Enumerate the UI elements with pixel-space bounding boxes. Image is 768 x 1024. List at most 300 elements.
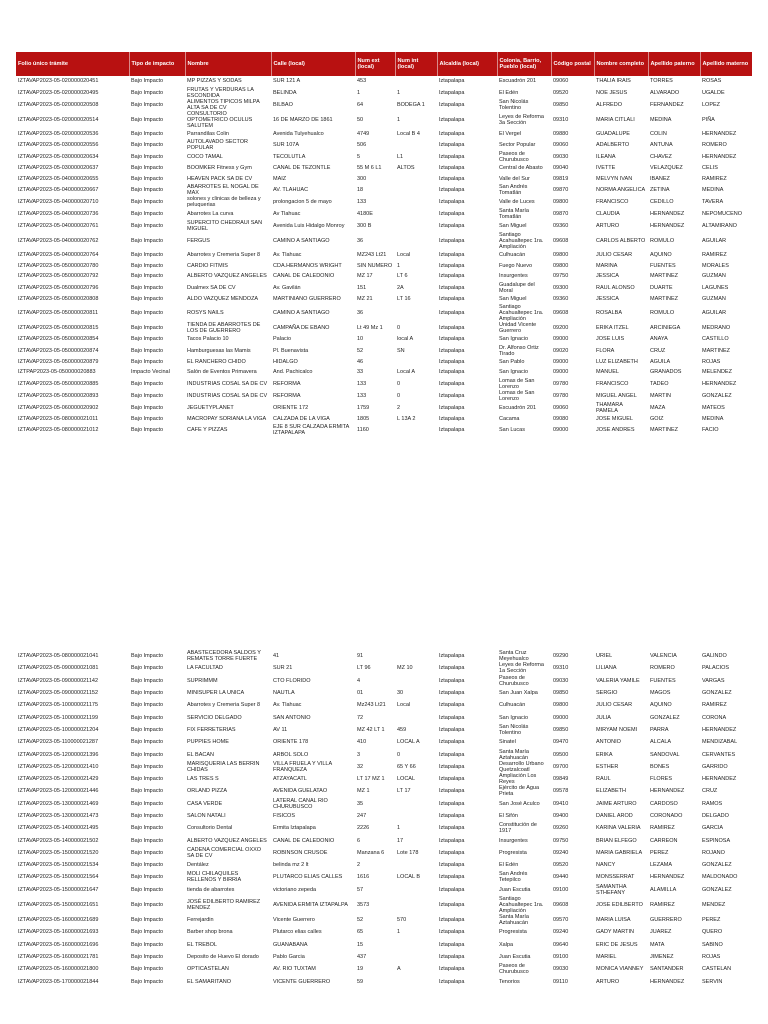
- cell-ap-paterno: ANTUNA: [650, 142, 673, 148]
- cell-tipo: Bajo Impacto: [131, 142, 164, 148]
- table-row: [16, 129, 752, 140]
- cell-ap-materno: GONZALEZ: [702, 862, 732, 869]
- cell-colonia: San Pablo: [499, 358, 525, 365]
- cell-tipo: Bajo Impacto: [131, 978, 164, 985]
- table-row: [16, 345, 752, 357]
- cell-ap-materno: RAMOS: [702, 800, 723, 807]
- cell-cp: 09700: [553, 763, 569, 770]
- cell-nombre: Abarrotes y Cremeria Super 8: [187, 702, 261, 709]
- cell-folio: IZTAVAP2023-05-120000021446: [18, 788, 99, 795]
- table-row: [16, 785, 752, 797]
- cell-cp: 09300: [553, 284, 569, 291]
- cell-cp: 09360: [553, 223, 569, 229]
- cell-tipo: Bajo Impacto: [131, 874, 164, 881]
- cell-ap-paterno: AQUINO: [650, 702, 672, 709]
- header-alcaldia: Alcaldía (local): [437, 52, 497, 76]
- cell-nombre-completo: ERIKA: [596, 751, 613, 758]
- cell-ap-materno: TAVERA: [702, 199, 724, 205]
- cell-colonia: El Vergel: [499, 130, 522, 137]
- table-row: [16, 914, 752, 926]
- cell-colonia: Constitución de 1917: [499, 822, 537, 835]
- cell-nombre: tienda de abarrotes: [187, 886, 235, 893]
- cell-cp: 09850: [553, 101, 569, 108]
- cell-tipo: Impacto Vecinal: [131, 369, 170, 376]
- cell-num-int: [395, 650, 437, 662]
- cell-ap-paterno: ROMULO: [650, 310, 675, 316]
- cell-nombre: INDUSTRIAS COSAL SA DE CV: [187, 380, 268, 387]
- cell-tipo: Bajo Impacto: [131, 295, 164, 302]
- cell-folio: IZTAVAP2023-05-090000021142: [18, 677, 99, 684]
- cell-ap-materno: ROJAS: [702, 953, 721, 960]
- cell-calle: CDA.HERMANOS WRIGHT: [273, 262, 342, 269]
- table-row: [16, 163, 752, 174]
- cell-nombre: ALBERTO VAZQUEZ ANGELES: [187, 273, 267, 280]
- cell-alcaldia: Iztapalapa: [439, 714, 465, 721]
- cell-nombre-completo: MARIA LUISA: [596, 917, 631, 924]
- cell-alcaldia: Iztapalapa: [439, 336, 465, 343]
- cell-ap-paterno: MARTIN: [650, 392, 671, 399]
- cell-cp: 09410: [553, 800, 569, 807]
- cell-cp: 09800: [553, 262, 569, 269]
- cell-tipo: Bajo Impacto: [131, 78, 164, 85]
- table-row: [16, 76, 752, 87]
- cell-nombre: FRUTAS Y VERDURAS LA ESCONDIDA: [187, 86, 254, 99]
- cell-ap-paterno: BONES: [650, 763, 670, 770]
- cell-colonia: San Ignacio: [499, 369, 529, 376]
- cell-nombre-completo: ADALBERTO: [596, 142, 630, 148]
- cell-nombre: SUPRIMMM: [187, 677, 218, 684]
- cell-ap-materno: MELENDEZ: [702, 369, 732, 376]
- cell-nombre-completo: MARIEL: [596, 953, 617, 960]
- cell-tipo: Bajo Impacto: [131, 284, 164, 291]
- cell-num-ext: MZ243 Lt21: [357, 252, 387, 259]
- cell-alcaldia: Iztapalapa: [439, 665, 465, 672]
- cell-cp: 09750: [553, 273, 569, 280]
- cell-ap-paterno: IBANEZ: [650, 175, 670, 182]
- cell-cp: 09040: [553, 165, 569, 172]
- cell-calle: AV 11: [273, 726, 288, 733]
- cell-nombre-completo: THALIA IRAIS: [596, 78, 631, 85]
- cell-ap-materno: CORONA: [702, 714, 727, 721]
- cell-calle: CALZADA DE LA VIGA: [273, 415, 330, 422]
- cell-nombre-completo: ERIC DE JESUS: [596, 941, 638, 948]
- cell-alcaldia: Iztapalapa: [439, 825, 465, 832]
- cell-num-int: [395, 810, 437, 822]
- cell-colonia: Cacama: [499, 415, 520, 422]
- cell-nombre-completo: JAIME ARTURO: [596, 800, 637, 807]
- cell-tipo: Bajo Impacto: [131, 325, 164, 331]
- cell-num-int: Local: [397, 252, 411, 259]
- cell-ap-paterno: MATA: [650, 941, 665, 948]
- cell-cp: 09030: [553, 154, 569, 160]
- cell-num-int: LT 6: [397, 273, 408, 280]
- cell-nombre-completo: ARTURO: [596, 223, 620, 229]
- cell-num-ext: 46: [357, 358, 364, 365]
- cell-ap-materno: LAGUNES: [702, 284, 729, 291]
- cell-cp: 09780: [553, 380, 569, 387]
- cell-num-int: 2: [397, 404, 401, 411]
- cell-ap-materno: HERNANDEZ: [702, 726, 737, 733]
- cell-ap-materno: DELGADO: [702, 813, 729, 819]
- cell-num-int: LOCAL: [397, 776, 416, 783]
- cell-nombre: MARISQUERIA LAS BERRIN CHIDAS: [187, 760, 260, 773]
- table-row: [16, 367, 752, 378]
- cell-num-ext: 91: [357, 653, 364, 660]
- cell-alcaldia: Iztapalapa: [439, 78, 465, 85]
- cell-nombre: INDUSTRIAS COSAL SA DE CV: [187, 392, 268, 399]
- cell-alcaldia: Iztapalapa: [439, 690, 465, 697]
- cell-calle: BILBAO: [273, 101, 293, 108]
- cell-num-int: [395, 896, 437, 914]
- cell-alcaldia: Iztapalapa: [439, 273, 465, 280]
- cell-ap-materno: ROSAS: [702, 78, 722, 85]
- cell-tipo: Bajo Impacto: [131, 404, 164, 411]
- cell-ap-materno: AGUILAR: [702, 310, 727, 316]
- cell-ap-materno: ROJAS: [702, 358, 721, 365]
- cell-nombre-completo: JOSE LUIS: [596, 336, 625, 343]
- cell-calle: Plutarco elias calles: [273, 929, 322, 936]
- cell-nombre: Abarrotes y Cremeria Super 8: [187, 252, 261, 259]
- cell-nombre-completo: ELIZABETH: [596, 788, 626, 795]
- cell-ap-paterno: CHAVEZ: [650, 154, 672, 160]
- cell-alcaldia: Iztapalapa: [439, 89, 465, 96]
- cell-calle: SAN ANTONIO: [273, 714, 311, 721]
- cell-alcaldia: Iztapalapa: [439, 702, 465, 709]
- cell-nombre-completo: JULIO CESAR: [596, 252, 633, 259]
- cell-ap-paterno: MARTINEZ: [650, 273, 679, 280]
- cell-folio: IZTAVAP2023-05-020000020536: [18, 130, 99, 137]
- cell-ap-materno: GUZMAN: [702, 295, 726, 302]
- cell-colonia: Paseos de Churubusco: [499, 151, 529, 163]
- cell-ap-materno: ROJANO: [702, 849, 725, 856]
- cell-cp: 09000: [553, 714, 569, 721]
- cell-num-int: Local A: [397, 369, 416, 376]
- table-row: [16, 304, 752, 322]
- cell-alcaldia: Iztapalapa: [439, 325, 465, 331]
- table-row: [16, 662, 752, 674]
- cell-nombre: Ferrejardin: [187, 917, 214, 924]
- cell-ap-materno: ROMERO: [702, 142, 727, 148]
- cell-colonia: Xalpa: [499, 941, 514, 948]
- cell-num-int: BODEGA 1: [397, 101, 425, 108]
- cell-cp: 09260: [553, 825, 569, 832]
- table-row: [16, 99, 752, 111]
- cell-nombre: MINISUPER LA UNICA: [187, 690, 245, 697]
- cell-ap-materno: MENDIZABAL: [702, 739, 738, 746]
- cell-colonia: Juan Escutia: [499, 953, 531, 960]
- cell-nombre: Barber shop brona: [187, 929, 233, 936]
- cell-cp: 09060: [553, 404, 569, 411]
- cell-folio: IZTAVAP2023-05-050000020780: [18, 262, 99, 269]
- cell-num-int: [395, 975, 437, 987]
- cell-nombre-completo: MARINA: [596, 262, 618, 269]
- cell-tipo: Bajo Impacto: [131, 739, 164, 746]
- cell-num-ext: 1: [357, 89, 361, 96]
- cell-cp: 09400: [553, 813, 569, 819]
- cell-num-ext: 52: [357, 347, 364, 354]
- cell-colonia: San Ignacio: [499, 714, 529, 721]
- cell-calle: PLUTARCO ELIAS CALLES: [273, 874, 343, 881]
- cell-nombre: Parrandilas Colin: [187, 130, 229, 137]
- cell-colonia: Valle de Luces: [499, 199, 535, 205]
- cell-folio: IZTAVAP2023-05-170000021844: [18, 978, 99, 985]
- cell-nombre: ALIMENTOS TIPICOS MILPA ALTA SA DE CV: [187, 98, 260, 111]
- cell-nombre-completo: ANTONIO: [596, 739, 621, 746]
- cell-folio: IZTAVAP2023-05-110000021287: [18, 739, 99, 746]
- cell-folio: IZTAVAP2023-05-130000021473: [18, 813, 99, 819]
- cell-tipo: Bajo Impacto: [131, 917, 164, 924]
- cell-alcaldia: Iztapalapa: [439, 966, 465, 973]
- table-row: [16, 773, 752, 785]
- cell-cp: 09000: [553, 358, 569, 365]
- cell-folio: IZTAVAP2023-05-050000020879: [18, 358, 99, 365]
- cell-folio: IZTAVAP2023-05-020000020451: [18, 78, 99, 85]
- cell-num-int: 30: [397, 690, 404, 697]
- cell-ap-paterno: ARCINIEGA: [650, 325, 681, 331]
- cell-ap-materno: MENDEZ: [702, 901, 726, 908]
- cell-folio: IZTAVAP2023-05-040000020655: [18, 175, 99, 182]
- cell-folio: IZTAVAP2023-05-150000021564: [18, 874, 99, 881]
- cell-num-int: local A: [397, 336, 414, 343]
- cell-tipo: Bajo Impacto: [131, 966, 164, 973]
- cell-tipo: Bajo Impacto: [131, 415, 164, 422]
- cell-calle: ATZAYACATL: [273, 776, 307, 783]
- cell-calle: VILLA FRUELA Y VILLA FRANQUEZA: [273, 760, 332, 773]
- cell-tipo: Bajo Impacto: [131, 849, 164, 856]
- cell-nombre: ORLAND PIZZA: [187, 788, 228, 795]
- cell-tipo: Bajo Impacto: [131, 677, 164, 684]
- cell-ap-paterno: VALENCIA: [650, 653, 677, 660]
- cell-calle: LATERAL CANAL RIO CHURUBUSCO: [273, 797, 328, 810]
- cell-num-ext: Lt 49 Mz 1: [357, 325, 383, 331]
- cell-colonia: Lomas de San Lorenzo: [499, 377, 535, 390]
- cell-cp: 09290: [553, 653, 569, 660]
- cell-num-int: MZ 10: [397, 665, 413, 672]
- cell-nombre-completo: RAUL ALONSO: [596, 284, 635, 291]
- cell-nombre-completo: FRANCISCO: [596, 199, 629, 205]
- cell-calle: ROBINSON CRUSOE: [273, 849, 328, 856]
- cell-num-ext: 300 B: [357, 223, 372, 229]
- table-row: [16, 261, 752, 272]
- cell-folio: IZTAVAP2023-05-050000020815: [18, 325, 99, 331]
- cell-calle: victoriano zepeda: [273, 886, 317, 893]
- cell-folio: IZTAVAP2023-05-040000020762: [18, 238, 99, 244]
- cell-calle: NAUTLA: [273, 690, 295, 697]
- cell-ap-materno: GONZALEZ: [702, 690, 732, 697]
- cell-ap-paterno: FUENTES: [650, 262, 676, 269]
- cell-num-ext: 133: [357, 392, 367, 399]
- cell-tipo: Bajo Impacto: [131, 800, 164, 807]
- cell-colonia: Santa María Tomatlán: [499, 208, 529, 220]
- cell-tipo: Bajo Impacto: [131, 825, 164, 832]
- cell-tipo: Bajo Impacto: [131, 89, 164, 96]
- cell-alcaldia: Iztapalapa: [439, 901, 465, 908]
- table-row: [16, 282, 752, 294]
- data-table-top: [16, 76, 752, 436]
- header-tipo: Tipo de impacto: [129, 52, 185, 76]
- cell-calle: SUR 21: [273, 665, 293, 672]
- cell-num-int: [395, 711, 437, 723]
- cell-num-ext: 52: [357, 917, 364, 924]
- cell-ap-paterno: RAMIREZ: [650, 825, 675, 832]
- cell-alcaldia: Iztapalapa: [439, 862, 465, 869]
- cell-alcaldia: Iztapalapa: [439, 154, 465, 160]
- cell-ap-materno: GARRIDO: [702, 763, 728, 770]
- cell-calle: Av. Gavilán: [273, 284, 301, 291]
- cell-alcaldia: Iztapalapa: [439, 380, 465, 387]
- cell-alcaldia: Iztapalapa: [439, 284, 465, 291]
- cell-ap-paterno: AQUINO: [650, 252, 672, 259]
- cell-ap-materno: PALACIOS: [702, 665, 730, 672]
- cell-nombre: EL TREBOL: [187, 941, 217, 948]
- cell-num-int: [395, 424, 437, 436]
- cell-tipo: Bajo Impacto: [131, 262, 164, 269]
- cell-ap-paterno: JIMENEZ: [650, 953, 674, 960]
- cell-cp: 09030: [553, 966, 569, 973]
- cell-nombre-completo: JESSICA: [596, 273, 619, 280]
- cell-colonia: Leyes de Reforma 1a Sección: [499, 662, 544, 675]
- cell-nombre: solones y clinicas de belleza y peluquerias: [187, 196, 261, 208]
- cell-cp: 09570: [553, 917, 569, 924]
- table-row: [16, 87, 752, 99]
- cell-alcaldia: Iztapalapa: [439, 653, 465, 660]
- cell-alcaldia: Iztapalapa: [439, 142, 465, 148]
- cell-cp: 09360: [553, 295, 569, 302]
- cell-nombre-completo: BRIAN ELFEGO: [596, 837, 637, 844]
- cell-num-int: 459: [397, 726, 407, 733]
- cell-calle: EJE 8 SUR CALZADA ERMITA IZTAPALAPA: [273, 424, 350, 436]
- cell-num-ext: 437: [357, 953, 367, 960]
- cell-ap-paterno: CEDILLO: [650, 199, 674, 205]
- cell-ap-paterno: FLORES: [650, 776, 673, 783]
- table-row: [16, 847, 752, 859]
- cell-nombre-completo: CARLOS ALBERTO: [596, 238, 646, 244]
- cell-num-ext: Mz243 Lt21: [357, 702, 386, 709]
- cell-nombre-completo: ERIKA ITZEL: [596, 325, 629, 331]
- cell-num-int: [395, 220, 437, 232]
- cell-tipo: Bajo Impacto: [131, 702, 164, 709]
- cell-nombre-completo: MONICA VIANNEY: [596, 966, 644, 973]
- table-row: [16, 834, 752, 846]
- cell-num-int: [395, 208, 437, 220]
- data-table-bottom: [16, 650, 752, 988]
- cell-alcaldia: Iztapalapa: [439, 223, 465, 229]
- cell-colonia: Leyes de Reforma 3a Sección: [499, 113, 544, 126]
- cell-ap-paterno: ALCALA: [650, 739, 672, 746]
- cell-nombre: CONSULTORIO OPTOMETRICO OCULUS SALUTEM: [187, 110, 253, 129]
- cell-folio: IZTAVAP2023-05-050000020874: [18, 347, 99, 354]
- table-row: [16, 402, 752, 414]
- cell-nombre: LA FACULTAD: [187, 665, 223, 672]
- cell-calle: SUR 121 A: [273, 78, 301, 85]
- table-row: [16, 711, 752, 723]
- cell-ap-paterno: MAGOS: [650, 690, 671, 697]
- cell-num-int: 2A: [397, 284, 404, 291]
- cell-nombre-completo: FLORA: [596, 347, 615, 354]
- cell-alcaldia: Iztapalapa: [439, 404, 465, 411]
- cell-folio: IZTAVAP2023-05-040000020710: [18, 199, 99, 205]
- cell-nombre-completo: KARINA VALERIA: [596, 825, 641, 832]
- cell-ap-paterno: CRUZ: [650, 347, 666, 354]
- cell-cp: 09240: [553, 929, 569, 936]
- cell-num-ext: 3573: [357, 901, 370, 908]
- cell-nombre-completo: MELVYN IVAN: [596, 175, 633, 182]
- cell-nombre-completo: JOSE MIGUEL: [596, 415, 633, 422]
- cell-folio: IZTAVAP2023-05-140000021495: [18, 825, 99, 832]
- cell-nombre-completo: MANUEL: [596, 369, 619, 376]
- cell-num-ext: LT 17 MZ 1: [357, 776, 385, 783]
- cell-colonia: Paseos de Churubusco: [499, 674, 529, 687]
- cell-colonia: Culhuacán: [499, 702, 526, 709]
- cell-cp: 09000: [553, 369, 569, 376]
- cell-folio: IZTAVAP2023-05-080000021041: [18, 653, 99, 660]
- cell-num-int: LOCAL A: [397, 739, 420, 746]
- cell-tipo: Bajo Impacto: [131, 199, 164, 205]
- cell-ap-materno: MORALES: [702, 262, 729, 269]
- cell-colonia: San Miguel: [499, 295, 527, 302]
- cell-ap-paterno: SANDOVAL: [650, 751, 680, 758]
- cell-nombre: EL RANCHERO CHIDO: [187, 358, 246, 365]
- cell-colonia: Fuego Nuevo: [499, 262, 533, 269]
- cell-tipo: Bajo Impacto: [131, 130, 164, 137]
- cell-calle: GUANABANA: [273, 941, 308, 948]
- table-row: [16, 951, 752, 963]
- cell-colonia: Juan Escutia: [499, 886, 531, 893]
- cell-num-ext: MZ 1: [357, 788, 370, 795]
- cell-num-ext: 1160: [357, 427, 369, 433]
- cell-num-ext: 36: [357, 310, 364, 316]
- cell-colonia: Unidad Vicente Guerrero: [499, 322, 537, 334]
- cell-tipo: Bajo Impacto: [131, 837, 164, 844]
- cell-num-int: L1: [397, 154, 404, 160]
- header-ap-paterno: Apellido paterno: [648, 52, 700, 76]
- cell-nombre: BOOMKER Fitness y Gym: [187, 165, 252, 172]
- cell-nombre: HEAVEN PACK SA DE CV: [187, 175, 253, 182]
- cell-alcaldia: Iztapalapa: [439, 800, 465, 807]
- cell-cp: 09780: [553, 392, 569, 399]
- cell-nombre-completo: ALFREDO: [596, 101, 622, 108]
- table-row: [16, 414, 752, 425]
- cell-cp: 09440: [553, 874, 569, 881]
- cell-tipo: Bajo Impacto: [131, 238, 164, 244]
- cell-ap-materno: QUERO: [702, 929, 723, 936]
- cell-nombre-completo: NORMA ANGELICA: [596, 187, 646, 193]
- cell-colonia: San Andrés Tetepilco: [499, 871, 528, 884]
- cell-num-ext: 1759: [357, 404, 370, 411]
- cell-colonia: San Lucas: [499, 427, 525, 433]
- cell-num-ext: 133: [357, 380, 367, 387]
- cell-calle: CANAL DE CALEDONIO: [273, 273, 335, 280]
- table-header: [16, 52, 752, 76]
- cell-tipo: Bajo Impacto: [131, 788, 164, 795]
- cell-ap-materno: CERVANTES: [702, 751, 736, 758]
- header-folio: Folio único trámite: [16, 52, 129, 76]
- cell-alcaldia: Iztapalapa: [439, 295, 465, 302]
- cell-folio: IZTAVAP2023-05-030000020634: [18, 154, 99, 160]
- cell-folio: IZTAVAP2023-05-080000021011: [18, 415, 99, 422]
- cell-num-ext: SIN NUMERO: [357, 262, 393, 269]
- cell-ap-paterno: ALAMILLA: [650, 886, 677, 893]
- cell-num-int: [395, 139, 437, 151]
- table-row: [16, 724, 752, 736]
- cell-alcaldia: Iztapalapa: [439, 874, 465, 881]
- cell-cp: 09870: [553, 211, 569, 217]
- cell-colonia: Central de Abasto: [499, 165, 543, 172]
- cell-num-ext: 57: [357, 886, 364, 893]
- table-row: [16, 975, 752, 987]
- cell-tipo: Bajo Impacto: [131, 358, 164, 365]
- cell-num-ext: 1616: [357, 874, 370, 881]
